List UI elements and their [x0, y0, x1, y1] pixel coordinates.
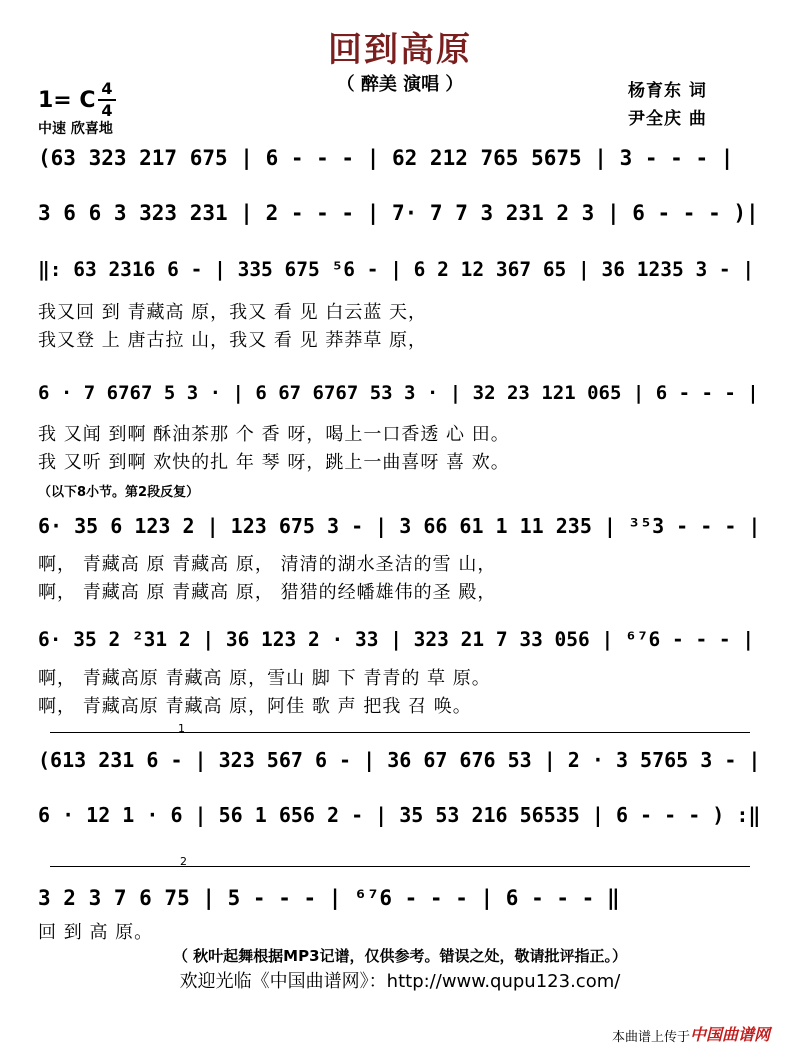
score-row-9: 3 2 3 7 6 75 | 5 - - - | ⁶⁷6 - - - | 6 - - - ‖: [38, 886, 620, 910]
upload-text: 本曲谱上传于: [612, 1030, 691, 1045]
lyrics-row-4-verse-2: 我 又听 到啊 欢快的扎 年 琴 呀，跳上一曲喜呀 喜 欢。: [38, 452, 510, 473]
composer-credit: 尹全庆 曲: [628, 109, 707, 129]
time-signature: [98, 80, 116, 120]
score-row-5: 6· 35 6 123 2 | 123 675 3 - | 3 66 61 1 11 235 | ³⁵3 - - - |: [38, 514, 761, 538]
lyrics-row-5-verse-1: 啊， 青藏高 原 青藏高 原， 清清的湖水圣洁的雪 山，: [38, 554, 497, 575]
song-title: 回到高原: [328, 30, 472, 70]
lyrics-row-3-verse-1: 我又回 到 青藏高 原，我又 看 见 白云蓝 天，: [38, 302, 428, 323]
lyrics-row-6-verse-2: 啊， 青藏高原 青藏高 原，阿佳 歌 声 把我 召 唤。: [38, 696, 472, 717]
volta-1-number: 1: [178, 722, 185, 735]
singer-credit: （ 醉美 演唱 ）: [336, 74, 464, 95]
key-signature: 1= C: [38, 88, 96, 113]
score-row-6: 6· 35 2 ²31 2 | 36 123 2 · 33 | 323 21 7 33 056 | ⁶⁷6 - - - |: [38, 628, 755, 651]
score-row-2: 3 6 6 3 323 231 | 2 - - - | 7· 7 7 3 231 2 3 | 6 - - - )|: [38, 201, 759, 225]
lyrics-row-6-verse-1: 啊， 青藏高原 青藏高 原，雪山 脚 下 青青的 草 原。: [38, 668, 491, 689]
volta-1-bracket: [50, 732, 750, 733]
score-row-8: 6 · 12 1 · 6 | 56 1 656 2 - | 35 53 216 56535 | 6 - - - ) :‖: [38, 803, 761, 827]
score-row-4: 6 · 7 6767 5 3 · | 6 67 6767 53 3 · | 32 23 121 065 | 6 - - - |: [38, 382, 759, 404]
time-signature-bottom: 4: [101, 101, 113, 120]
lyrics-row-9: 回 到 高 原。: [38, 922, 154, 943]
volta-2-bracket: [50, 866, 750, 867]
tempo-marking: 中速 欣喜地: [38, 121, 113, 137]
lyrics-row-4-verse-1: 我 又闻 到啊 酥油茶那 个 香 呀，喝上一口香透 心 田。: [38, 424, 510, 445]
site-logo: 中国曲谱网: [690, 1025, 771, 1044]
section-note: （以下8小节。第2段反复）: [38, 485, 200, 500]
transcriber-note: （ 秋叶起舞根据MP3记谱，仅供参考。错误之处，敬请批评指正。）: [172, 947, 628, 965]
score-row-7: (613 231 6 - | 323 567 6 - | 36 67 676 53 | 2 · 3 5765 3 - |: [38, 748, 761, 772]
lyrics-row-5-verse-2: 啊， 青藏高 原 青藏高 原， 猎猎的经幡雄伟的圣 殿，: [38, 582, 497, 603]
time-signature-top: 4: [101, 79, 113, 98]
score-row-3: ‖: 63 2316 6 - | 335 675 ⁵6 - | 6 2 12 367 65 | 36 1235 3 - |: [38, 258, 755, 281]
score-row-1: (63 323 217 675 | 6 - - - | 62 212 765 5675 | 3 - - - |: [38, 146, 734, 170]
lyrics-row-3-verse-2: 我又登 上 唐古拉 山，我又 看 见 莽莽草 原，: [38, 330, 428, 351]
volta-2-number: 2: [180, 855, 187, 868]
lyricist-credit: 杨育东 词: [628, 81, 707, 101]
welcome-line: 欢迎光临《中国曲谱网》：http://www.qupu123.com/: [179, 971, 621, 992]
